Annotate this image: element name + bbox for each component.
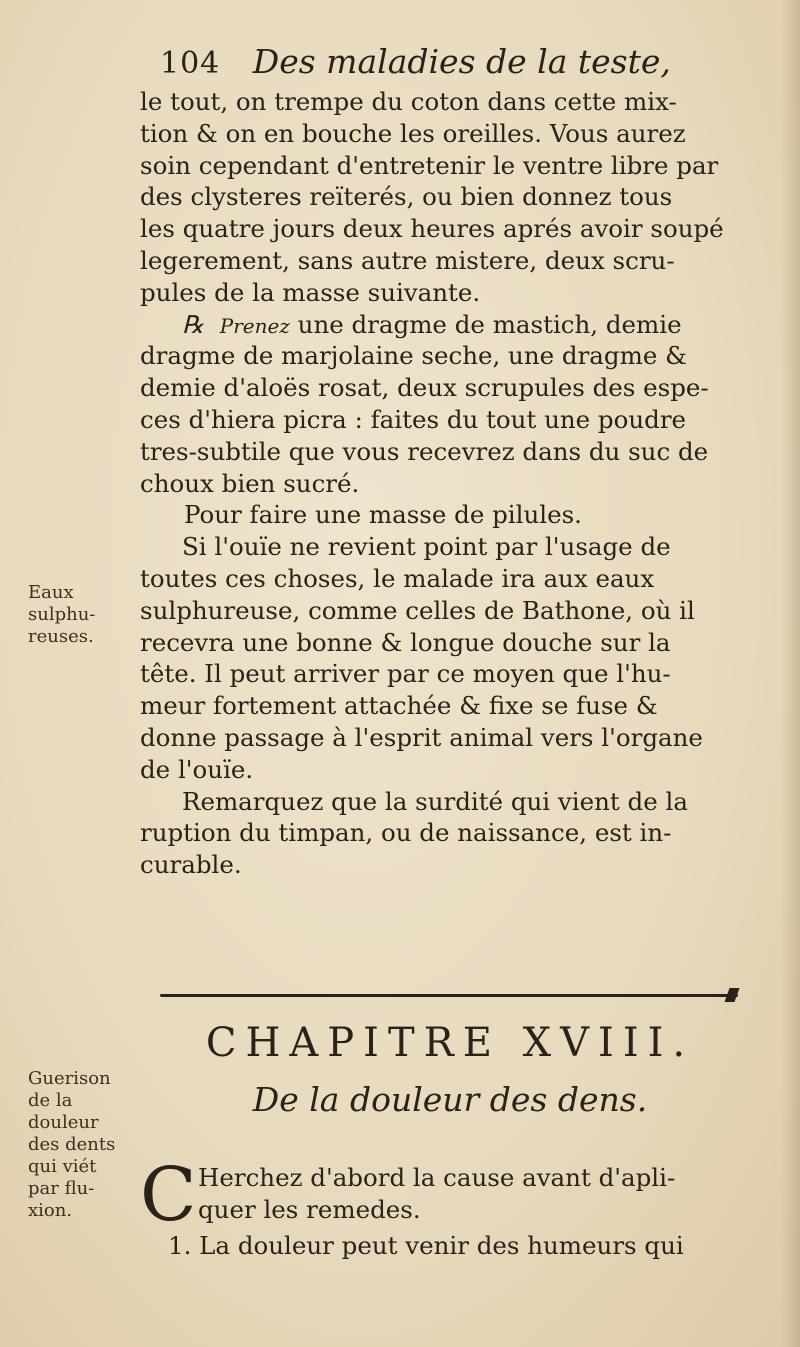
- text-line: toutes ces choses, le malade ira aux eaux: [140, 563, 655, 593]
- text-line: sulphureuse, comme celles de Bathone, où il: [140, 595, 695, 625]
- marginal-line: des dents: [28, 1134, 116, 1155]
- text-line: des clysteres reïterés, ou bien donnez tous: [140, 182, 673, 212]
- text-line: soin cependant d'entretenir le ventre libre par: [140, 150, 719, 180]
- text-line: tion & on en bouche les oreilles. Vous aurez: [140, 118, 686, 148]
- page-number: 104: [160, 46, 221, 81]
- text-line: Remarquez que la surdité qui vient de la: [182, 786, 688, 816]
- running-head: [160, 42, 680, 92]
- marginal-line: Guerison: [28, 1068, 111, 1089]
- page-edge-shadow: [782, 0, 800, 1347]
- text-line: les quatre jours deux heures aprés avoir soupé: [140, 214, 724, 244]
- text-line: tres-subtile que vous recevrez dans du suc de: [140, 436, 709, 466]
- text-line: demie d'aloës rosat, deux scrupules des espe-: [140, 373, 709, 403]
- text-line: recevra une bonne & longue douche sur la: [140, 627, 671, 657]
- recipe-symbol: ℞: [182, 309, 204, 339]
- marginal-line: reuses.: [28, 626, 94, 647]
- recipe-first-line: [140, 309, 760, 341]
- text-line: meur fortement attachée & fixe se fuse &: [140, 691, 658, 721]
- main-text: [140, 86, 760, 881]
- recipe-first-text: une dragme de mastich, demie: [297, 309, 682, 339]
- text-line: de l'ouïe.: [140, 754, 254, 784]
- text-line: Herchez d'abord la cause avant d'apli-: [198, 1163, 676, 1192]
- marginal-note-guerison: [28, 1068, 115, 1222]
- text-line: curable.: [140, 850, 242, 880]
- text-line: 1. La douleur peut venir des humeurs qui: [168, 1230, 684, 1260]
- chapter-subtitle: De la douleur des dens.: [252, 1080, 648, 1119]
- marginal-line: de la: [28, 1090, 73, 1111]
- pills-heading: Pour faire une masse de pilules.: [184, 500, 582, 530]
- marginal-note-eaux: [28, 582, 95, 648]
- drop-cap: C: [140, 1152, 197, 1238]
- marginal-line: qui viét: [28, 1156, 97, 1177]
- running-title: Des maladies de la teste,: [252, 42, 671, 81]
- text-line: tête. Il peut arriver par ce moyen que l'hu-: [140, 659, 671, 689]
- text-line: donne passage à l'esprit animal vers l'organe: [140, 722, 703, 752]
- text-line: ruption du timpan, ou de naissance, est in-: [140, 818, 672, 848]
- text-line: dragme de marjolaine seche, une dragme &: [140, 341, 687, 371]
- text-line: choux bien sucré.: [140, 468, 360, 498]
- text-line: legerement, sans autre mistere, deux scru-: [140, 245, 675, 275]
- text-line: Si l'ouïe ne revient point par l'usage de: [182, 532, 671, 562]
- chapter-heading: CHAPITRE XVIII.: [205, 1020, 695, 1066]
- section-divider: [160, 994, 738, 997]
- marginal-line: par flu-: [28, 1178, 95, 1199]
- text-line: pules de la masse suivante.: [140, 277, 481, 307]
- marginal-line: sulphu-: [28, 604, 96, 625]
- marginal-line: xion.: [28, 1200, 73, 1221]
- recipe-prenez: Prenez: [219, 313, 290, 338]
- text-line: ces d'hiera picra : faites du tout une poudre: [140, 404, 687, 434]
- chapter-text: [140, 1152, 760, 1261]
- marginal-line: Eaux: [28, 582, 74, 603]
- marginal-line: douleur: [28, 1112, 99, 1133]
- text-line: quer les remedes.: [198, 1194, 421, 1224]
- text-line: le tout, on trempe du coton dans cette mix-: [140, 87, 677, 116]
